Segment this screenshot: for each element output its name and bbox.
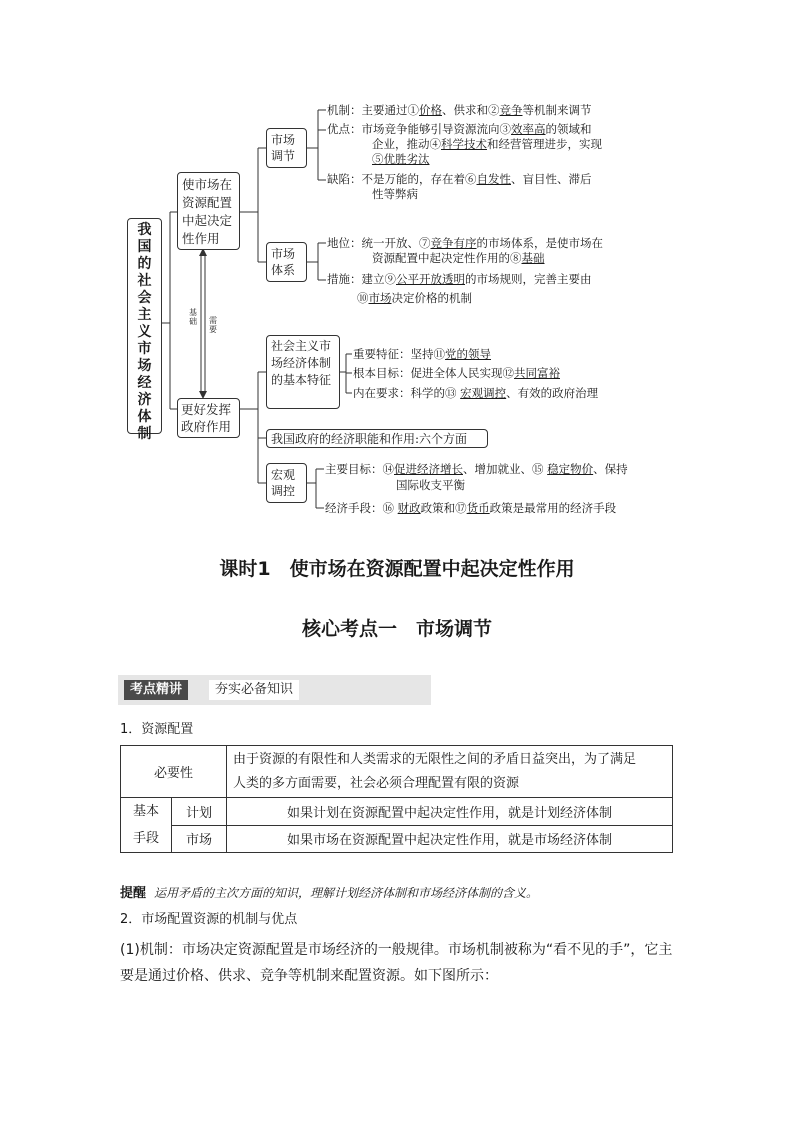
sys-position-line2 <box>372 251 545 266</box>
macro-goal-line1 <box>325 462 628 477</box>
text: 、增加就业、⑮ <box>463 462 548 476</box>
lesson-title: 课时1 使市场在资源配置中起决定性作用 <box>219 558 575 580</box>
text: 企业，推动④ <box>372 137 441 151</box>
diagram-root-node <box>127 218 162 442</box>
answer-11: 党的领导 <box>445 347 491 361</box>
answer-6: 自发性 <box>476 172 511 186</box>
text: 、保持 <box>593 462 628 476</box>
sys-position-line1 <box>327 236 603 251</box>
text: 、盲目性、滞后 <box>511 172 592 186</box>
text: 的市场体系，是使市场在 <box>476 236 603 250</box>
tip-note <box>120 884 538 903</box>
text: 经济手段：⑯ <box>325 501 398 515</box>
answer-8: 基础 <box>521 251 545 265</box>
text: 和经营管理进步，实现 <box>487 137 602 151</box>
text: 机制：主要通过① <box>327 103 419 117</box>
necessity-text <box>227 746 673 798</box>
text: 资源配置中起决定性作用的⑧ <box>372 251 522 265</box>
answer-4: 科学技术 <box>441 137 487 151</box>
root-title-char: 我 <box>137 222 152 238</box>
answer-3: 效率高 <box>511 122 546 136</box>
banner-subtitle: 夯实必备知识 <box>209 680 299 700</box>
feature-goal <box>353 366 560 381</box>
core-point-title: 核心考点一 市场调节 <box>301 618 492 640</box>
market-label: 市场 <box>172 825 227 853</box>
feature-requirement <box>353 386 598 401</box>
plan-text: 如果计划在资源配置中起决定性作用，就是计划经济体制 <box>227 798 673 826</box>
text: 、有效的政府治理 <box>506 386 599 400</box>
mechanism-paragraph <box>120 937 676 989</box>
root-title-char: 经 <box>137 375 152 391</box>
feature-important <box>353 347 491 362</box>
text: 等机制来调节 <box>522 103 592 117</box>
answer-7: 竞争有序 <box>430 236 477 250</box>
resource-allocation-table <box>120 745 673 853</box>
tip-label: 提醒 <box>120 886 147 901</box>
node-market-regulation: 市场调节 <box>266 128 307 168</box>
sys-measure-line1 <box>327 272 592 287</box>
answer-2: 竞争 <box>499 103 523 117</box>
link-label-basis: 基础 <box>189 308 197 326</box>
banner-tag: 考点精讲 <box>124 680 188 700</box>
macro-means <box>325 501 616 516</box>
text: 人类的多方面需要，社会必须合理配置有限的资源 <box>233 775 520 791</box>
root-title-char: 义 <box>137 324 152 340</box>
answer-10: 市场 <box>368 291 392 305</box>
root-title-char: 体 <box>137 409 152 425</box>
text: 优点：市场竞争能够引导资源流向③ <box>327 122 511 136</box>
node-basic-features: 社会主义市场经济体制的基本特征 <box>266 335 340 409</box>
market-text: 如果市场在资源配置中起决定性作用，就是市场经济体制 <box>227 825 673 853</box>
root-title-char: 国 <box>137 239 152 255</box>
text: ⑩ <box>357 291 369 305</box>
plan-label: 计划 <box>172 798 227 826</box>
text: 缺陷：不是万能的，存在着⑥ <box>327 172 477 186</box>
text: 、供求和② <box>442 103 500 117</box>
answer-17: 货币 <box>466 501 490 515</box>
text: 手段 <box>132 831 159 846</box>
text: 的领域和 <box>545 122 592 136</box>
node-market-system: 市场体系 <box>266 242 307 282</box>
text: 内在要求：科学的⑬ <box>353 386 461 400</box>
text: 根本目标：促进全体人民实现⑫ <box>353 366 514 380</box>
answer-9: 公平开放透明 <box>396 272 465 286</box>
root-title-char: 市 <box>137 341 152 357</box>
link-label-need: 需要 <box>209 316 217 334</box>
section-heading-1: 1．资源配置 <box>120 722 194 737</box>
node-macro-control: 宏观调控 <box>266 463 307 503</box>
sys-measure-line2 <box>357 291 472 306</box>
answer-13: 宏观调控 <box>460 386 507 400</box>
root-title-char: 的 <box>137 256 152 272</box>
reg-defect-line1 <box>327 172 592 187</box>
text: 基本 <box>132 804 159 819</box>
necessity-label: 必要性 <box>121 746 227 798</box>
root-title-char: 会 <box>137 290 152 306</box>
reg-advantage-line3: ⑤优胜劣汰 <box>372 152 430 166</box>
root-title-char: 场 <box>137 358 152 374</box>
text: 决定价格的机制 <box>391 291 472 305</box>
reg-mechanism <box>327 103 592 118</box>
answer-16: 财政 <box>397 501 421 515</box>
answer-1: 价格 <box>419 103 442 117</box>
root-title-char: 济 <box>137 392 152 408</box>
text: (1)机制：市场决定资源配置是市场经济的一般规律。市场机制被称为“看不见的手”，它主 <box>120 942 673 958</box>
root-title-char: 主 <box>137 307 152 323</box>
text: 措施：建立⑨ <box>327 272 396 286</box>
answer-14: 促进经济增长 <box>394 462 463 476</box>
basic-means-label <box>121 798 172 853</box>
node-decisive-role: 使市场在资源配置中起决定性作用 <box>177 172 240 250</box>
text: 由于资源的有限性和人类需求的无限性之间的矛盾日益突出，为了满足 <box>233 751 637 767</box>
text: 主要目标：⑭ <box>325 462 394 476</box>
node-government-functions: 我国政府的经济职能和作用:六个方面 <box>266 429 488 448</box>
reg-defect-line2: 性等弊病 <box>372 187 418 201</box>
section-heading-2: 2．市场配置资源的机制与优点 <box>120 912 298 927</box>
macro-goal-line2: 国际收支平衡 <box>396 478 465 492</box>
text: 重要特征：坚持⑪ <box>353 347 445 361</box>
text: 政策和⑰ <box>420 501 467 515</box>
text: 地位：统一开放、⑦ <box>327 236 431 250</box>
reg-advantage-line2 <box>372 137 602 152</box>
text: 要是通过价格、供求、竞争等机制来配置资源。如下图所示： <box>120 968 498 984</box>
reg-advantage-line1 <box>327 122 592 137</box>
answer-12: 共同富裕 <box>514 366 560 380</box>
node-government-role: 更好发挥政府作用 <box>177 398 240 438</box>
text: 政策是最常用的经济手段 <box>489 501 617 515</box>
tip-text: 运用矛盾的主次方面的知识，理解计划经济体制和市场经济体制的含义。 <box>154 886 539 900</box>
root-title-char: 制 <box>137 426 152 442</box>
root-title-char: 社 <box>137 273 152 289</box>
text: 的市场规则，完善主要由 <box>465 272 592 286</box>
answer-15: 稳定物价 <box>547 462 594 476</box>
